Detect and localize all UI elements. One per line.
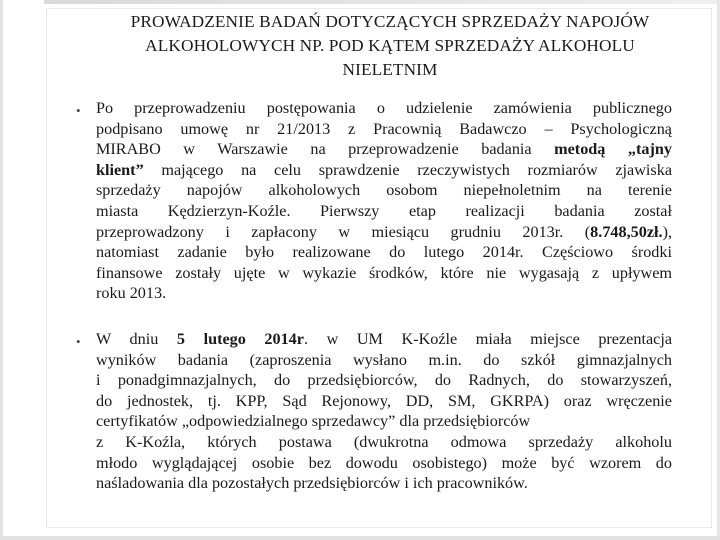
text-run: podpisano umowę nr 21/2013 z Pracownią Badawczo – Psychologiczną [96,119,672,138]
slide-frame-left [0,0,3,540]
bullet-text-1 [96,98,672,304]
text-line [96,201,672,222]
bullet-item-1 [76,98,672,304]
slide-title-line-3: NIELETNIM [342,60,438,79]
text-run: młodo wyglądającej osobie bez dowodu osobistego) może być wzorem do [96,453,672,472]
text-run: wyników badania (zaproszenia wysłano m.in. do szkół gimnazjalnych [96,350,672,369]
text-line [96,370,672,391]
text-run: Po przeprowadzeniu postępowania o udzielenie zamówienia publicznego [96,99,672,117]
text-line [96,222,672,243]
text-line [96,180,672,201]
text-run: natomiast zadanie było realizowane do lutego 2014r. Częściowo środki [96,243,672,262]
text-line [96,283,672,304]
text-run: . w UM K-Koźle miała miejsce prezentacja [303,329,673,348]
text-run: do jednostek, tj. KPP, Sąd Rejonowy, DD, SM, GKRPA) oraz wręczenie [96,391,672,410]
text-line [96,160,672,181]
text-run: i ponadgimnazjalnych, do przedsiębiorców, do Radnych, do stowarzyszeń, [96,371,672,390]
text-run: naśladowania dla pozostałych przedsiębiorców i ich pracowników. [96,474,528,493]
text-run: przeprowadzony i zapłacony w miesiącu grudniu 2013r. ( [96,222,591,241]
text-run: MIRABO w Warszawie na przeprowadzenie badania [96,140,555,159]
text-run: W dniu [96,329,177,348]
text-line [96,98,672,119]
text-line [96,350,672,371]
text-line [96,329,672,350]
slide-frame-top [44,0,720,4]
text-line [96,119,672,140]
text-run: mającego na celu sprawdzenie rzeczywistych rozmiarów zjawiska [143,160,672,179]
bold-method-name: metodą „tajny [554,140,672,159]
bold-method-name-end: klient” [96,160,144,179]
bullet-item-2 [76,329,672,494]
slide-title-line-2: ALKOHOLOWYCH NP. POD KĄTEM SPRZEDAŻY ALKOHOLU [145,36,635,55]
bold-date: 5 lutego 2014r [176,329,304,348]
slide-frame-bottom [0,536,720,540]
text-line [96,432,672,453]
text-run: sprzedaży napojów alkoholowych osobom niepełnoletnim na terenie [96,181,672,200]
text-run: ), [662,222,672,241]
text-line [96,391,672,412]
slide-title [60,10,720,82]
bullet-marker: • [76,333,81,349]
bold-amount: 8.748,50zł. [590,222,663,241]
text-line [96,453,672,474]
text-run: z K-Koźla, których postawa (dwukrotna odmowa sprzedaży alkoholu [96,432,672,451]
slide-body [76,98,672,494]
bullet-text-2 [96,329,672,494]
text-line [96,242,672,263]
text-line [96,473,672,494]
text-run: miasta Kędzierzyn-Koźle. Pierwszy etap realizacji badania został [96,201,672,220]
text-line [96,263,672,284]
text-line [96,139,672,160]
slide-title-line-1: PROWADZENIE BADAŃ DOTYCZĄCYCH SPRZEDAŻY NAPOJÓW [130,12,650,31]
text-run: certyfikatów „odpowiedzialnego sprzedawcy” dla przedsiębiorców [96,412,531,431]
text-run: roku 2013. [96,284,167,303]
text-run: finansowe zostały ujęte w wykazie środków, które nie wygasają z upływem [96,263,672,282]
text-line [96,411,672,432]
bullet-marker: • [76,103,81,118]
